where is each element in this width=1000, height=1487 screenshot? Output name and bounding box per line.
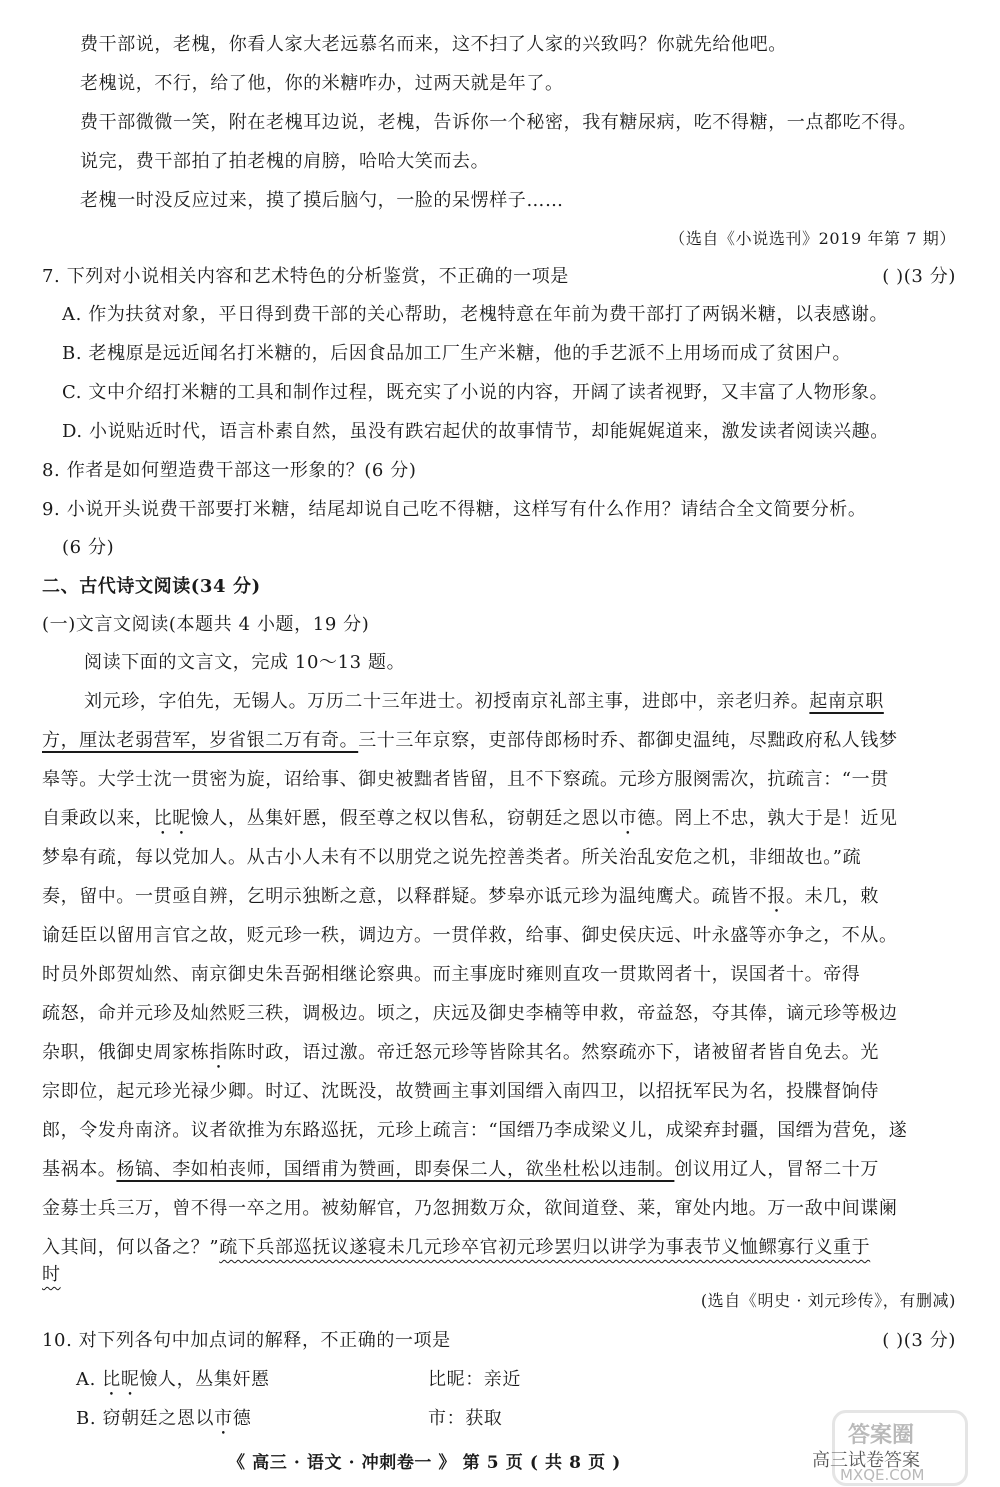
passage-line: 梦皋有疏，每以党加人。从古小人未有不以朋党之说先控善类者。所关治乱安危之机，非细故也。”疏 <box>42 847 862 868</box>
subsection-title: (一)文言文阅读(本题共 4 小题，19 分) <box>42 614 370 635</box>
question-7-score: ( )(3 分) <box>882 266 956 287</box>
question-10-stem: 10. 对下列各句中加点词的解释，不正确的一项是 <box>42 1330 451 1351</box>
question-7-option-a: A. 作为扶贫对象，平日得到费干部的关心帮助，老槐特意在年前为费干部打了两锅米糖，以表感谢。 <box>62 304 889 325</box>
story-paragraph: 老槐一时没反应过来，摸了摸后脑勺，一脸的呆愣样子…… <box>80 190 564 211</box>
dotted-word: 比昵 <box>102 1369 140 1390</box>
question-10-score: ( )(3 分) <box>882 1330 956 1351</box>
story-paragraph: 费干部说，老槐，你看人家大老远慕名而来，这不扫了人家的兴致吗？你就先给他吧。 <box>80 34 787 55</box>
watermark-logo-text: 答案圈 <box>848 1423 915 1448</box>
passage-line: 皋等。大学士沈一贯密为旋，诏给事、御史被黜者皆留，且不下察疏。元珍方服阕需次，抗疏言：“一贯 <box>42 769 889 790</box>
question-7-option-b: B. 老槐原是远近闻名打米糖的，后因食品加工厂生产米糖，他的手艺派不上用场而成了贫困户。 <box>62 343 852 364</box>
question-10-option-a-gloss: 比昵：亲近 <box>428 1369 521 1390</box>
question-7-option-c: C. 文中介绍打米糖的工具和制作过程，既充实了小说的内容，开阔了读者视野，又丰富了人物形象。 <box>62 382 889 403</box>
passage-line: 谕廷臣以留用言官之故，贬元珍一秩，调边方。一贯佯救，给事、御史侯庆远、叶永盛等亦争之，不从。 <box>42 925 898 946</box>
dotted-word: 指 <box>209 1042 229 1063</box>
passage-line: 疏怒，命并元珍及灿然贬三秩，调极边。顷之，庆远及御史李楠等申救，帝益怒，夺其俸，谪元珍等极边 <box>42 1003 898 1024</box>
passage-line: 金募士兵三万，曾不得一卒之用。被劾解官，乃忽拥数万众，欲间道登、莱，窜处内地。万一敌中间谍阑 <box>42 1198 898 1219</box>
underlined-sentence: 杨镐、李如柏丧师，国缙甫为赞画，即奏保二人，欲坐杜松以违制。 <box>116 1159 675 1180</box>
question-9-line2: (6 分) <box>62 537 115 558</box>
dotted-word: 市 <box>214 1408 233 1429</box>
passage-line: 刘元珍，字伯先，无锡人。万历二十三年进士。初授南京礼部主事，进郎中，亲老归养。起南京职 <box>84 691 884 712</box>
wavy-underlined-text: 时 <box>42 1264 61 1285</box>
passage-line: 基祸本。杨镐、李如柏丧师，国缙甫为赞画，即奏保二人，欲坐杜松以违制。创议用辽人，冒帑二十万 <box>42 1159 880 1180</box>
passage-line: 郎，令发舟南济。议者欲推为东路巡抚，元珍上疏言：“国缙乃李成梁义儿，成梁弃封疆，国缙为营免，遂 <box>42 1120 908 1141</box>
question-10-option-b: B. 窃朝廷之恩以市德 <box>76 1408 252 1429</box>
passage-line: 奏，留中。一贯亟自辨，乞明示独断之意，以释群疑。梦皋亦诋元珍为温纯鹰犬。疏皆不报。未几，敕 <box>42 886 880 907</box>
passage-line: 时员外郎贺灿然、南京御史朱吾弼相继论察典。而主事庞时雍则直攻一贯欺罔者十，误国者十。帝得 <box>42 964 861 985</box>
underlined-sentence: 方，厘汰老弱营军，岁省银二万有奇。 <box>42 730 359 751</box>
instruction: 阅读下面的文言文，完成 10～13 题。 <box>84 652 406 673</box>
question-10-option-a: A. 比昵憸人，丛集奸慝 <box>76 1369 270 1390</box>
section-title: 二、古代诗文阅读(34 分) <box>42 576 261 597</box>
underlined-sentence: 起南京职 <box>809 691 884 712</box>
dotted-word: 市 <box>618 808 638 829</box>
story-paragraph: 老槐说，不行，给了他，你的米糖咋办，过两天就是年了。 <box>80 73 564 94</box>
question-8: 8. 作者是如何塑造费干部这一形象的？(6 分) <box>42 460 417 481</box>
passage-line: 方，厘汰老弱营军，岁省银二万有奇。三十三年京察，吏部侍郎杨时乔、都御史温纯，尽黜政府私人钱梦 <box>42 730 898 751</box>
dotted-word: 报 <box>767 886 787 907</box>
story-source: （选自《小说选刊》2019 年第 7 期） <box>669 229 956 248</box>
question-7-option-d: D. 小说贴近时代，语言朴素自然，虽没有跌宕起伏的故事情节，却能娓娓道来，激发读者阅读兴趣。 <box>62 421 889 442</box>
page-footer: 《 高三 · 语文 · 冲刺卷一 》 第 5 页 ( 共 8 页 ) <box>228 1453 621 1473</box>
question-10-option-b-gloss: 市：获取 <box>428 1408 503 1429</box>
story-paragraph: 费干部微微一笑，附在老槐耳边说，老槐，告诉你一个秘密，我有糖尿病，吃不得糖，一点都吃不得。 <box>80 112 917 133</box>
question-7-stem: 7. 下列对小说相关内容和艺术特色的分析鉴赏，不正确的一项是 <box>42 266 569 287</box>
question-9-line1: 9. 小说开头说费干部要打米糖，结尾却说自己吃不得糖，这样写有什么作用？请结合全文简要分析。 <box>42 499 867 520</box>
story-paragraph: 说完，费干部拍了拍老槐的肩膀，哈哈大笑而去。 <box>80 151 490 172</box>
passage-line: 杂职，俄御史周家栋指陈时政，语过激。帝迁怒元珍等皆除其名。然察疏亦下，诸被留者皆自免去。光 <box>42 1042 880 1063</box>
passage-line: 宗即位，起元珍光禄少卿。时辽、沈既没，故赞画主事刘国缙入南四卫，以招抚军民为名，投牒督饷侍 <box>42 1081 879 1102</box>
watermark-url: MXQE.COM <box>840 1466 925 1484</box>
passage-line: 入其间，何以备之？”疏下兵部巡抚议遂寝未几元珍卒官初元珍罢归以讲学为事表节义恤鳏寡行义重于 <box>42 1237 871 1258</box>
passage-source: (选自《明史 · 刘元珍传》，有删减) <box>700 1291 956 1310</box>
passage-line <box>42 1262 61 1288</box>
passage-line: 自秉政以来，比昵憸人，丛集奸慝，假至尊之权以售私，窃朝廷之恩以市德。罔上不忠，孰大于是！近见 <box>42 808 898 829</box>
watermark-text: 高三试卷答案 <box>812 1450 920 1471</box>
wavy-underlined-text: 疏下兵部巡抚议遂寝未几元珍卒官初元珍罢归以讲学为事表节义恤鳏寡行义重于 <box>219 1237 871 1258</box>
dotted-word: 比昵 <box>153 808 191 829</box>
